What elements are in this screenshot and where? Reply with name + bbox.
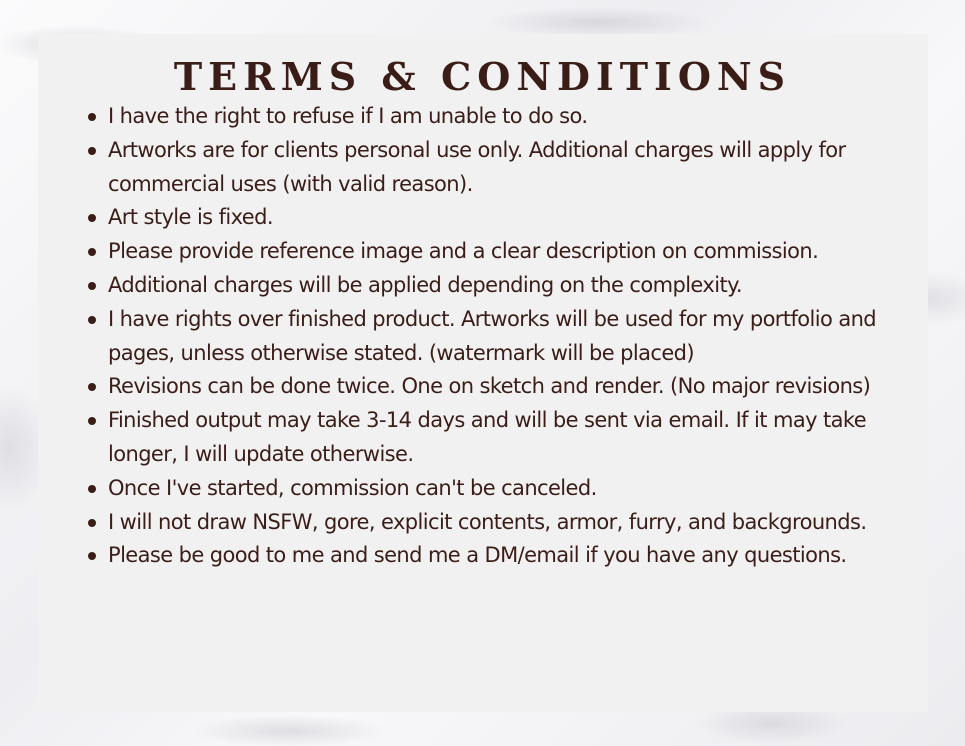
terms-list-item: I have the right to refuse if I am unable to do so. xyxy=(88,100,903,134)
terms-list-item: Please be good to me and send me a DM/email if you have any questions. xyxy=(88,539,903,573)
terms-list-item: Finished output may take 3-14 days and will be sent via email. If it may take longer, I will update otherwise. xyxy=(88,404,903,472)
terms-list-item: Please provide reference image and a clear description on commission. xyxy=(88,235,903,269)
terms-list-item: I have rights over finished product. Artworks will be used for my portfolio and pages, unless otherwise stated. (watermark will be placed) xyxy=(88,303,903,371)
terms-list-item: Revisions can be done twice. One on sketch and render. (No major revisions) xyxy=(88,370,903,404)
terms-list xyxy=(88,100,903,573)
terms-list-item: Once I've started, commission can't be canceled. xyxy=(88,472,903,506)
terms-list-item: Artworks are for clients personal use only. Additional charges will apply for commercial uses (with valid reason). xyxy=(88,134,903,202)
terms-list-item: Art style is fixed. xyxy=(88,201,903,235)
terms-list-item: I will not draw NSFW, gore, explicit contents, armor, furry, and backgrounds. xyxy=(88,506,903,540)
terms-list-item: Additional charges will be applied depending on the complexity. xyxy=(88,269,903,303)
page-title: TERMS & CONDITIONS xyxy=(173,54,792,99)
